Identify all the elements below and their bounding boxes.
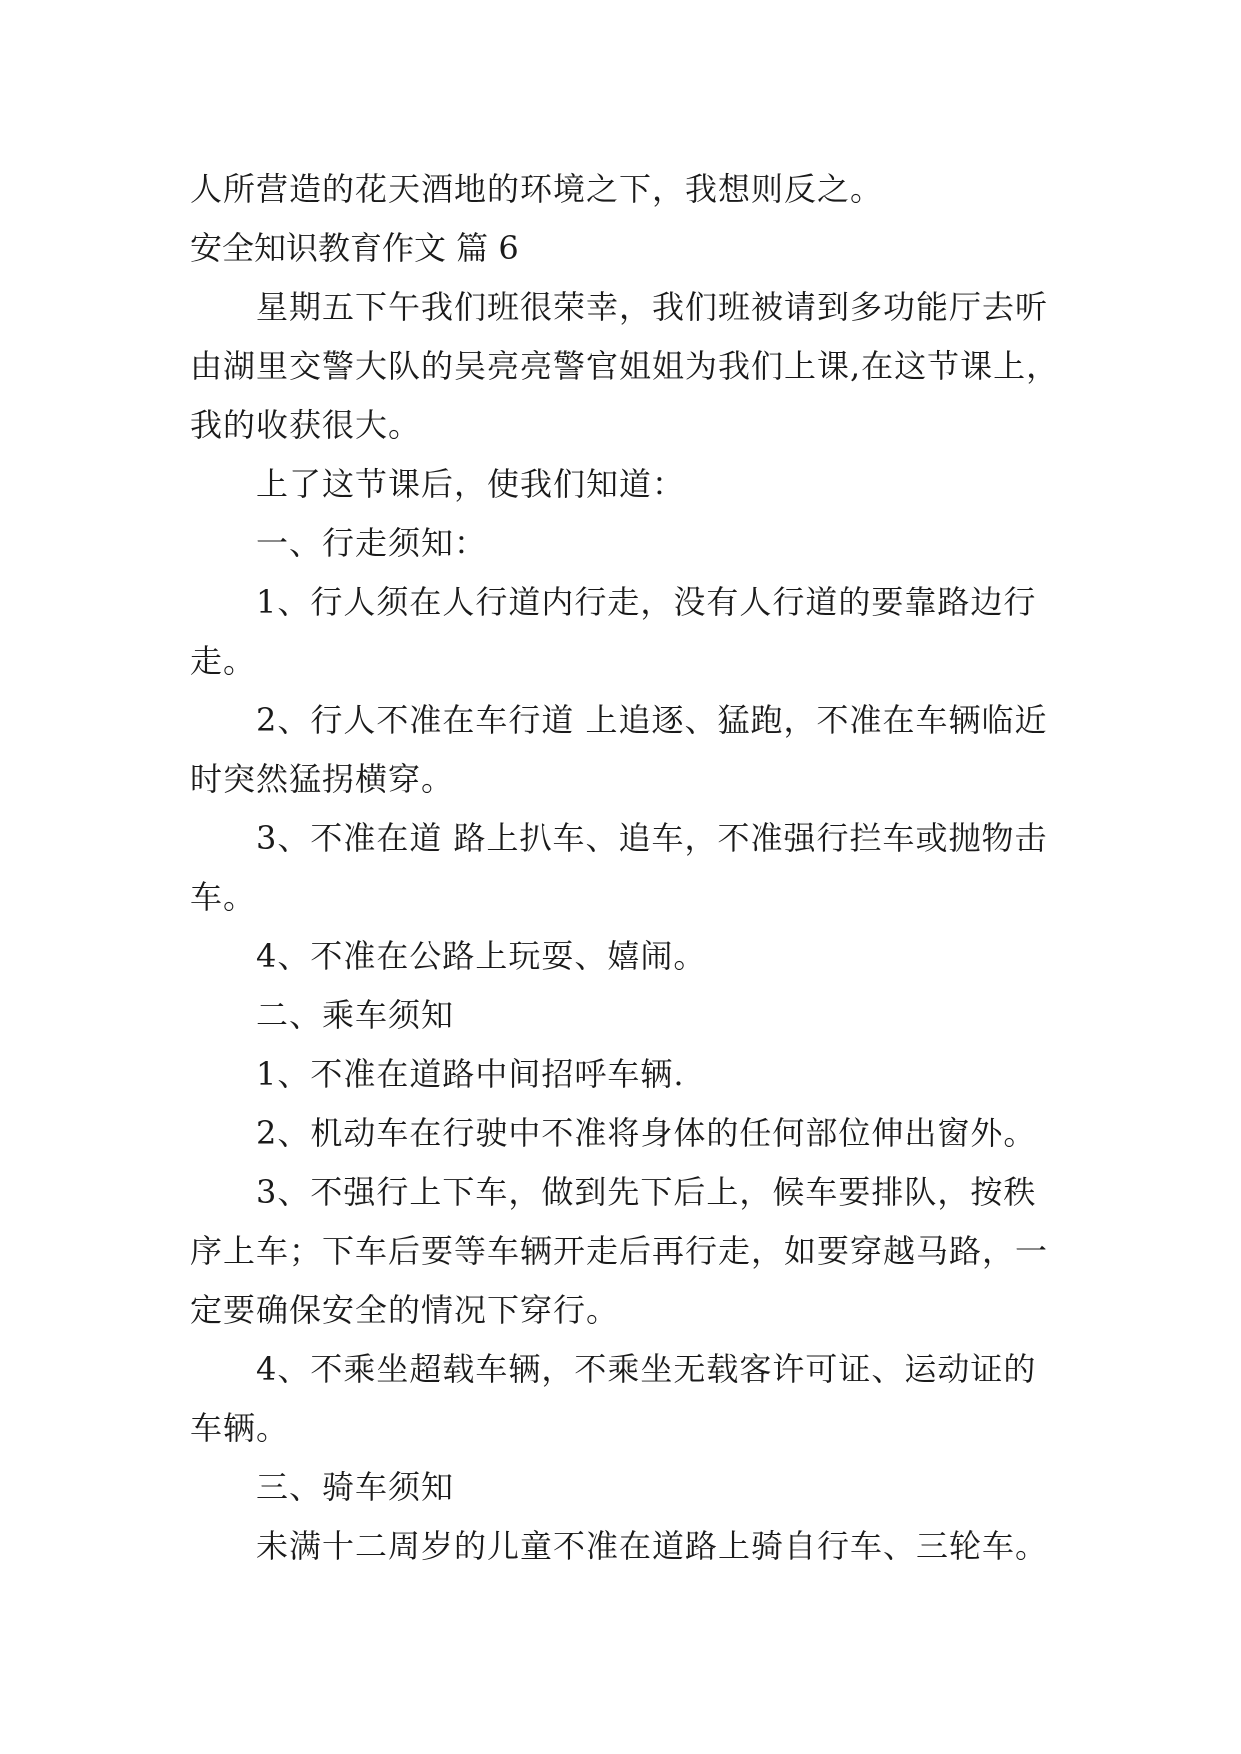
- list-item-line: 车。: [190, 878, 257, 916]
- list-item-line: 2、行人不准在车行道 上追逐、猛跑，不准在车辆临近: [256, 701, 1048, 739]
- subheading-line: 三、骑车须知: [256, 1468, 455, 1506]
- text-line: 人所营造的花天酒地的环境之下，我想则反之。: [190, 170, 884, 208]
- paragraph-line: 星期五下午我们班很荣幸，我们班被请到多功能厅去听: [256, 288, 1049, 326]
- list-item-line: 1、行人须在人行道内行走，没有人行道的要靠路边行: [256, 583, 1037, 621]
- subheading-line: 一、行走须知：: [256, 524, 488, 562]
- list-item-line: 车辆。: [190, 1409, 290, 1447]
- list-item-line: 定要确保安全的情况下穿行。: [190, 1291, 620, 1329]
- paragraph-line: 上了这节课后，使我们知道：: [256, 465, 686, 503]
- list-item-line: 3、不准在道 路上扒车、追车，不准强行拦车或抛物击: [256, 819, 1048, 857]
- paragraph-line: 由湖里交警大队的吴亮亮警官姐姐为我们上课,在这节课上，: [190, 347, 1060, 385]
- document-page: [190, 160, 1070, 1576]
- list-item-line: 2、机动车在行驶中不准将身体的任何部位伸出窗外。: [256, 1114, 1037, 1152]
- list-item-line: 时突然猛拐横穿。: [190, 760, 455, 798]
- list-item-line: 1、不准在道路中间招呼车辆.: [256, 1055, 685, 1093]
- list-item-line: 3、不强行上下车，做到先下后上，候车要排队，按秩: [256, 1173, 1037, 1211]
- list-item-line: 4、不准在公路上玩耍、嬉闹。: [256, 937, 707, 975]
- list-item-line: 4、不乘坐超载车辆，不乘坐无载客许可证、运动证的: [256, 1350, 1037, 1388]
- list-item-line: 走。: [190, 642, 257, 680]
- list-item-line: 序上车；下车后要等车辆开走后再行走，如要穿越马路，一: [190, 1232, 1049, 1270]
- paragraph-line: 未满十二周岁的儿童不准在道路上骑自行车、三轮车。: [256, 1527, 1049, 1565]
- subheading-line: 二、乘车须知: [256, 996, 455, 1034]
- paragraph-line: 我的收获很大。: [190, 406, 422, 444]
- section-heading: 安全知识教育作文 篇 6: [190, 229, 519, 267]
